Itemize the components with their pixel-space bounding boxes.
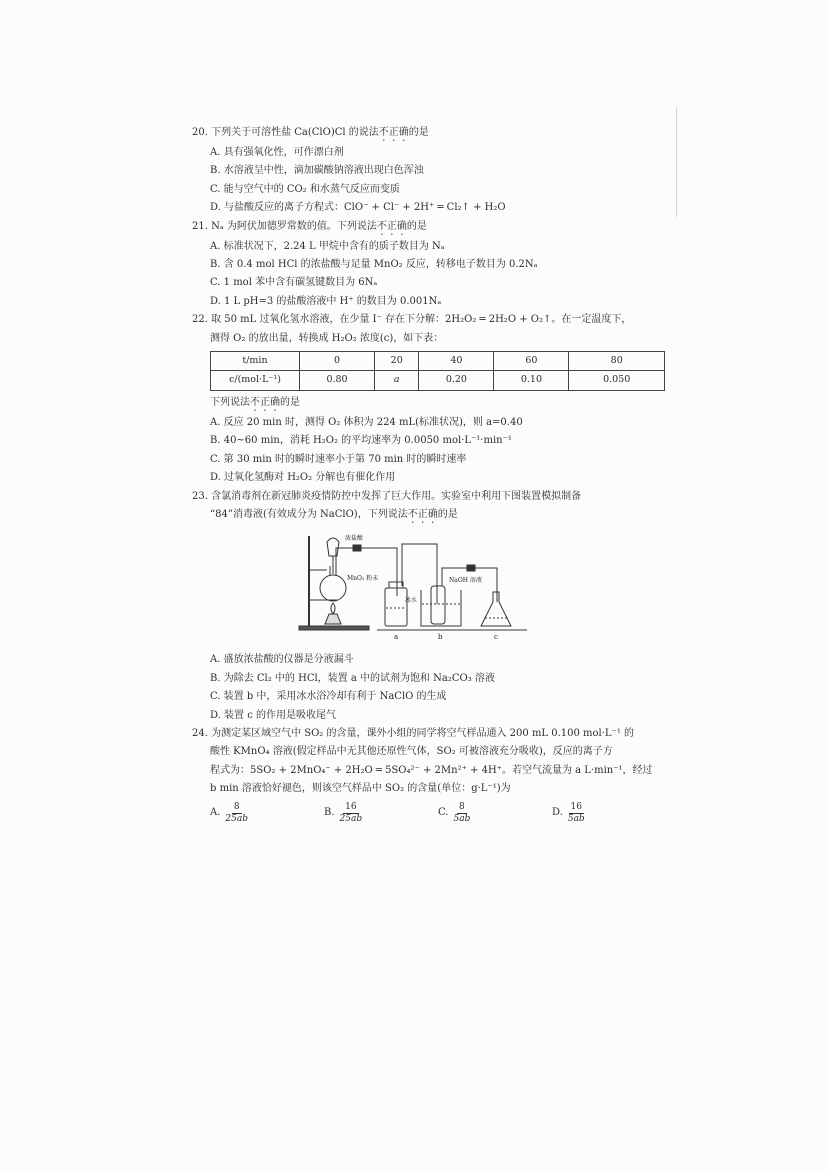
answer-choices bbox=[210, 802, 672, 825]
question-20 bbox=[192, 124, 672, 218]
wash-bottle-a bbox=[385, 588, 407, 626]
choice-a bbox=[210, 802, 324, 825]
question-24-stem-line3: 程式为：5SO₂ + 2MnO₄⁻ + 2H₂O ═ 5SO₄²⁻ + 2Mn²⁺ + 4H⁺。若空气流量为 a L·min⁻¹，经过 bbox=[210, 764, 653, 776]
option-b: B. 40~60 min，消耗 H₂O₂ 的平均速率为 0.0050 mol·L⁻¹·min⁻¹ bbox=[210, 435, 512, 447]
table-cell: 0 bbox=[300, 352, 375, 371]
table-cell: a bbox=[375, 371, 419, 390]
choice-label: D. bbox=[552, 806, 563, 818]
numerator: 8 bbox=[459, 801, 465, 812]
table-cell: t/min bbox=[211, 352, 300, 371]
numerator: 8 bbox=[233, 801, 240, 812]
choice-d bbox=[552, 802, 666, 825]
label-naoh-solution: NaOH 溶液 bbox=[449, 576, 482, 584]
question-24-stem-line1: 24. 为测定某区域空气中 SO₂ 的含量，课外小组的同学将空气样品通入 200 mL 0.100 mol·L⁻¹ 的 bbox=[192, 727, 635, 739]
option-b: B. 含 0.4 mol HCl 的浓盐酸与足量 MnO₂ 反应，转移电子数目为 0.2Nₐ bbox=[210, 259, 538, 271]
option-c: C. 第 30 min 时的瞬时速率小于第 70 min 时的瞬时速率 bbox=[210, 453, 467, 465]
emphasis-text: 不正确 bbox=[250, 396, 280, 408]
label-b: b bbox=[438, 632, 443, 641]
concentration-table bbox=[210, 351, 665, 391]
stem-text: “84”消毒液(有效成分为 NaClO)，下列说法 bbox=[210, 508, 408, 520]
table-cell: 40 bbox=[419, 352, 494, 371]
table-row bbox=[211, 371, 665, 390]
denominator: 25ab bbox=[225, 813, 248, 824]
table-cell: 60 bbox=[494, 352, 569, 371]
table-cell: 0.050 bbox=[569, 371, 665, 390]
option-c: C. 装置 b 中，采用冰水浴冷却有利于 NaClO 的生成 bbox=[210, 691, 447, 703]
emphasis-text: 不正确 bbox=[407, 508, 438, 520]
question-23 bbox=[192, 488, 672, 725]
option-d: D. 过氧化氢酶对 H₂O₂ 分解也有催化作用 bbox=[210, 472, 396, 484]
alcohol-lamp bbox=[325, 614, 341, 624]
question-23-stem-line1: 23. 含氯消毒剂在新冠肺炎疫情防控中发挥了巨大作用。实验室中利用下图装置模拟制备 bbox=[192, 490, 582, 502]
question-21 bbox=[192, 218, 672, 312]
option-a: A. 具有强氧化性，可作漂白剂 bbox=[210, 147, 344, 158]
option-a: A. 标准状况下，2.24 L 甲烷中含有的质子数目为 Nₐ bbox=[210, 240, 445, 252]
tube-connector bbox=[353, 545, 361, 551]
option-d: D. 1 L pH=3 的盐酸溶液中 H⁺ 的数目为 0.001Nₐ bbox=[210, 295, 442, 307]
fraction bbox=[451, 802, 472, 825]
option-a: A. 盛放浓盐酸的仪器是分液漏斗 bbox=[210, 654, 354, 666]
page-edge-mark bbox=[676, 107, 677, 217]
fraction bbox=[223, 802, 250, 825]
choice-label: C. bbox=[438, 806, 449, 818]
label-concentrated-acid: 浓盐酸 bbox=[345, 534, 364, 542]
ice-bath-beaker bbox=[421, 590, 461, 626]
bottle-stopper bbox=[389, 582, 403, 588]
separatory-funnel bbox=[327, 538, 339, 556]
label-a: a bbox=[394, 632, 399, 641]
apparatus-figure bbox=[297, 530, 537, 642]
question-22-stem-line1: 22. 取 50 mL 过氧化氢水溶液，在少量 I⁻ 存在下分解：2H₂O₂ ═ 2H₂O + O₂↑。在一定温度下， bbox=[192, 314, 632, 326]
question-21-stem bbox=[192, 218, 672, 238]
label-c: c bbox=[494, 632, 498, 641]
option-d: D. 装置 c 的作用是吸收尾气 bbox=[210, 709, 336, 721]
table-cell: 80 bbox=[569, 352, 665, 371]
table-cell: 20 bbox=[375, 352, 419, 371]
emphasis-text: 不正确 bbox=[376, 220, 407, 232]
choice-label: A. bbox=[210, 806, 221, 818]
question-24-stem-line4: b min 溶液恰好褪色，则该空气样品中 SO₂ 的含量(单位：g·L⁻¹)为 bbox=[210, 783, 511, 795]
choice-b bbox=[324, 802, 438, 825]
reaction-tube-b bbox=[431, 586, 445, 624]
numerator: 16 bbox=[570, 801, 582, 812]
option-b: B. 为除去 Cl₂ 中的 HCl，装置 a 中的试剂为饱和 Na₂CO₃ 溶液 bbox=[210, 672, 495, 684]
stem-text: 的是 bbox=[406, 220, 427, 232]
option-a: A. 反应 20 min 时，测得 O₂ 体积为 224 mL(标准状况)，则 a=0.40 bbox=[210, 416, 523, 428]
denominator: 25ab bbox=[339, 813, 363, 824]
question-22-stem-line2: 测得 O₂ 的放出量，转换成 H₂O₂ 浓度(c)，如下表： bbox=[210, 332, 444, 344]
table-cell: 0.80 bbox=[300, 371, 375, 390]
stem-text: 20. 下列关于可溶性盐 Ca(ClO)Cl 的说法 bbox=[192, 127, 379, 138]
stem-text: 21. Nₐ 为阿伏加德罗常数的值。下列说法 bbox=[192, 220, 377, 232]
tube-connector bbox=[467, 565, 475, 571]
emphasis-text: 不正确 bbox=[378, 127, 409, 138]
stem-text: 的是 bbox=[437, 508, 458, 520]
stem-text: 的是 bbox=[408, 127, 429, 138]
question-24-stem-line2: 酸性 KMnO₄ 溶液(假定样品中无其他还原性气体，SO₂ 可被溶液充分吸收)，反应的离子方 bbox=[210, 746, 613, 758]
delivery-tube bbox=[442, 568, 497, 602]
table-cell: c/(mol·L⁻¹) bbox=[211, 371, 300, 390]
table-header-row bbox=[211, 352, 665, 371]
question-23-stem-line2 bbox=[210, 506, 672, 526]
choice-label: B. bbox=[324, 806, 335, 818]
stem-text: 下列说法 bbox=[210, 396, 250, 408]
exam-content bbox=[192, 124, 672, 825]
question-22-prompt bbox=[210, 394, 672, 414]
round-bottom-flask bbox=[320, 575, 346, 601]
fraction bbox=[338, 802, 365, 825]
table-cell: 0.10 bbox=[494, 371, 569, 390]
denominator: 5ab bbox=[567, 813, 585, 824]
choice-c bbox=[438, 802, 552, 825]
label-ice-water: 冰水 bbox=[405, 596, 418, 604]
delivery-tube bbox=[336, 548, 397, 596]
question-22 bbox=[192, 311, 672, 487]
question-20-stem bbox=[192, 124, 672, 144]
stem-text: 的是 bbox=[280, 396, 300, 408]
denominator: 5ab bbox=[453, 813, 471, 824]
option-b: B. 水溶液呈中性，滴加碳酸钠溶液出现白色浑浊 bbox=[210, 165, 424, 177]
table-cell: 0.20 bbox=[419, 371, 494, 390]
base-plate bbox=[299, 626, 369, 630]
flame bbox=[331, 603, 335, 614]
numerator: 16 bbox=[345, 801, 357, 812]
conical-flask-c bbox=[481, 592, 511, 626]
label-mno2-powder: MnO₂ 粉末 bbox=[347, 574, 379, 582]
option-d: D. 与盐酸反应的离子方程式：ClO⁻ + Cl⁻ + 2H⁺ ═ Cl₂↑ + H₂O bbox=[210, 202, 506, 214]
option-c: C. 能与空气中的 CO₂ 和水蒸气反应而变质 bbox=[210, 183, 400, 195]
fraction bbox=[566, 802, 587, 825]
option-c: C. 1 mol 苯中含有碳氢键数目为 6Nₐ bbox=[210, 277, 378, 289]
question-24 bbox=[192, 725, 672, 825]
